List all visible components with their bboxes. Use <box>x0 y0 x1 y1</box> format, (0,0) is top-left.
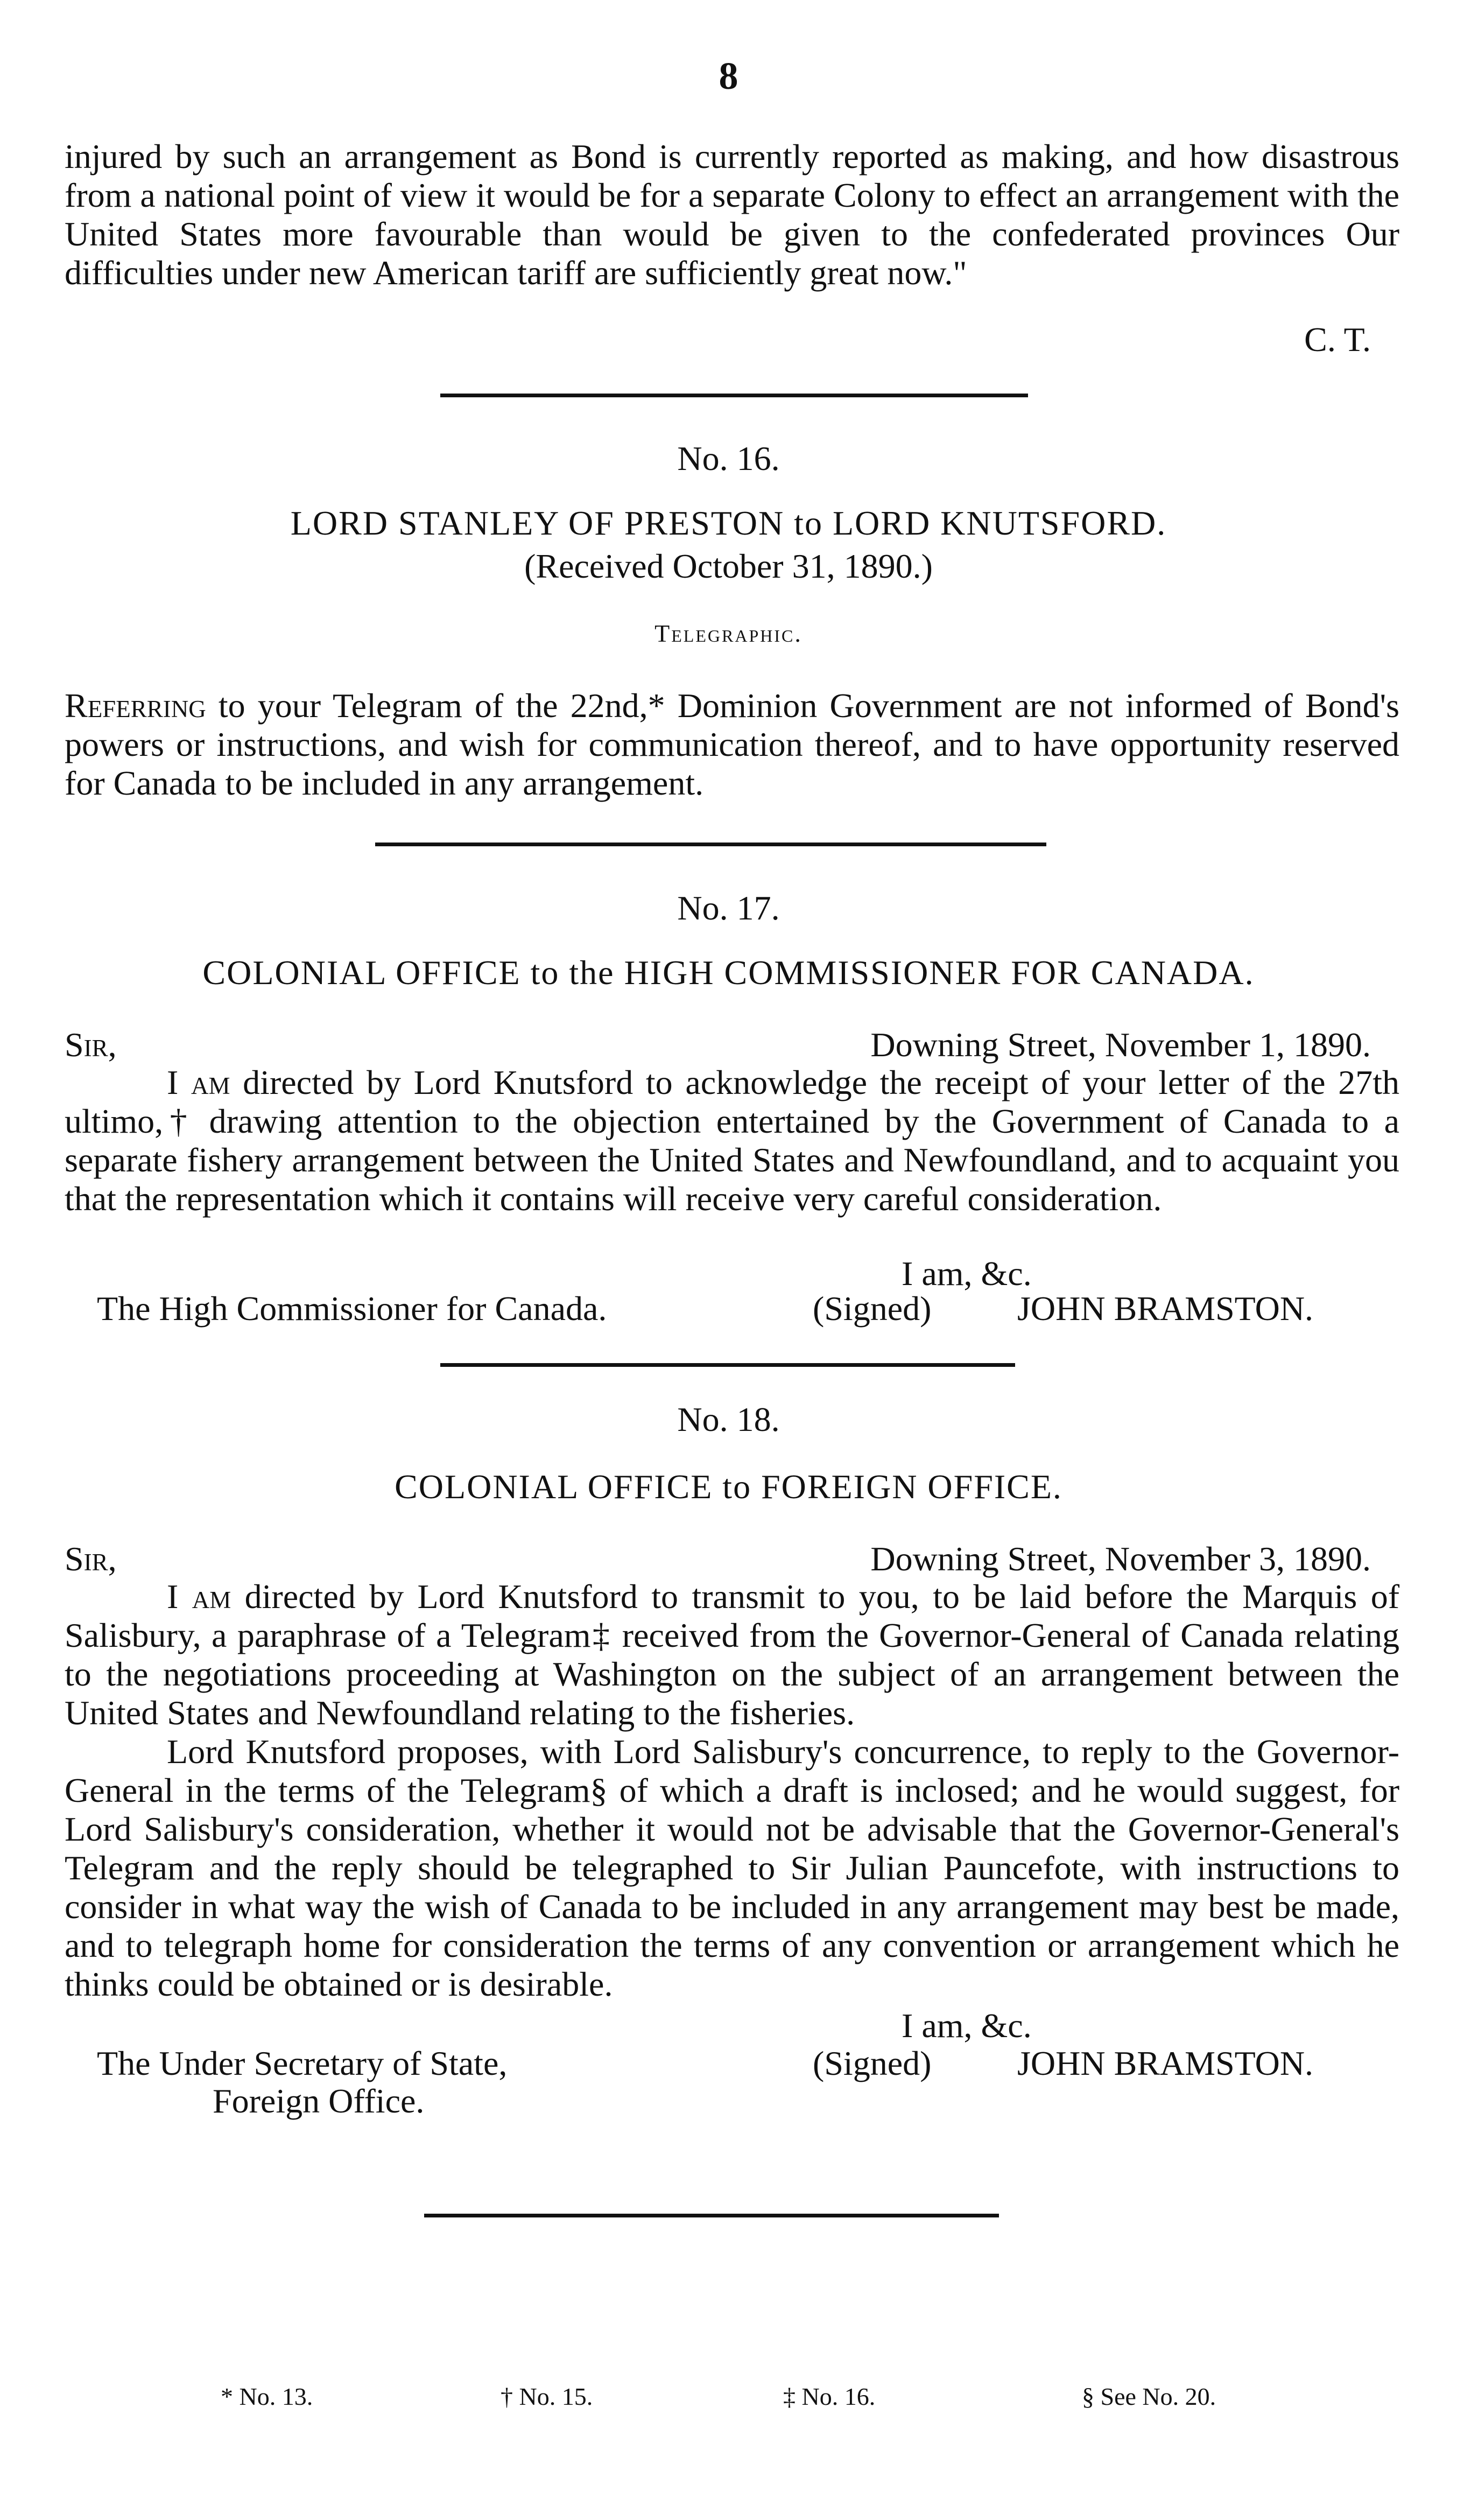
doc18-closing: I am, &c. <box>902 2006 1032 2045</box>
doc16-title: LORD STANLEY OF PRESTON to LORD KNUTSFORD. <box>290 504 1167 542</box>
doc17-salutation: Sir, <box>65 1026 117 1064</box>
doc18-signed: (Signed) <box>813 2044 932 2082</box>
doc18-body-1 <box>65 1577 1399 1732</box>
doc16-type: Telegraphic. <box>654 620 803 647</box>
section-divider <box>440 394 1028 397</box>
doc17-body <box>65 1063 1399 1218</box>
doc18-text-1: directed by Lord Knutsford to transmit to you, to be laid before the Marquis of Salisbury, a paraphrase of a Telegram‡ received from the Governor-General of Canada relating to the negotiations proceeding at Washington on the subject of an arrangement between the United States and Newfoundland relating to the fisheries. <box>65 1577 1400 1732</box>
doc16-text: to your Telegram of the 22nd,* Dominion Government are not informed of Bond's powers or instructions, and wish for communication thereof, and to have opportunity reserved for Canada to be included in any arrangement. <box>65 686 1399 802</box>
doc17-addressee: The High Commissioner for Canada. <box>97 1289 607 1328</box>
doc16-number: No. 16. <box>677 439 780 478</box>
doc16-body <box>65 686 1399 803</box>
doc17-text: directed by Lord Knutsford to acknowledge the receipt of your letter of the 27th ultimo,† drawing attention to the objection entertained by the Government of Canada to a separate fishery arrangement between the United States and Newfoundland, and to acquaint you that the representation which it contains will receive very careful consideration. <box>65 1063 1399 1218</box>
footnote: † No. 15. <box>501 2383 593 2410</box>
page-number: 8 <box>719 54 738 97</box>
doc18-signatory: JOHN BRAMSTON. <box>1017 2044 1314 2082</box>
doc18-lead: I am <box>167 1577 231 1616</box>
doc18-title: COLONIAL OFFICE to FOREIGN OFFICE. <box>395 1468 1062 1506</box>
section-divider <box>375 843 1046 846</box>
doc17-lead: I am <box>167 1063 230 1101</box>
doc18-dateline: Downing Street, November 3, 1890. <box>870 1540 1371 1578</box>
footnote: * No. 13. <box>221 2383 313 2410</box>
doc16-received: (Received October 31, 1890.) <box>524 547 933 585</box>
section-divider <box>440 1363 1015 1367</box>
doc17-title: COLONIAL OFFICE to the HIGH COMMISSIONER FOR CANADA. <box>202 953 1255 992</box>
doc18-addressee-line-1: The Under Secretary of State, <box>97 2044 508 2082</box>
doc16-lead: Referring <box>65 686 206 725</box>
doc18-salutation: Sir, <box>65 1540 117 1578</box>
footnote: ‡ No. 16. <box>783 2383 876 2410</box>
section-divider <box>424 2214 999 2217</box>
doc18-number: No. 18. <box>677 1400 780 1438</box>
doc17-signatory: JOHN BRAMSTON. <box>1017 1289 1314 1328</box>
continuation-signoff: C. T. <box>1304 320 1371 359</box>
doc17-closing: I am, &c. <box>902 1254 1032 1293</box>
doc17-dateline: Downing Street, November 1, 1890. <box>870 1026 1371 1064</box>
doc17-number: No. 17. <box>677 889 780 927</box>
doc18-body-2: Lord Knutsford proposes, with Lord Salisbury's concurrence, to reply to the Governor-General in the terms of the Telegram§ of which a draft is inclosed; and he would suggest, for Lord Salisbury's consideration, whether it would not be advisable that the Governor-General's Telegram and the reply should be telegraphed to Sir Julian Pauncefote, with instructions to consider in what way the wish of Canada to be included in any arrangement may best be made, and to telegraph home for consideration the terms of any convention or arrangement which he thinks could be obtained or is desirable. <box>65 1732 1399 2003</box>
doc18-addressee-line-2: Foreign Office. <box>213 2082 425 2120</box>
footnote: § See No. 20. <box>1082 2383 1216 2410</box>
doc17-signed: (Signed) <box>813 1289 932 1328</box>
continuation-paragraph: injured by such an arrangement as Bond is currently reported as making, and how disastrous from a national point of view it would be for a separate Colony to effect an arrangement with the United States more favourable than would be given to the confederated provinces Our difficulties under new American tariff are sufficiently great now." <box>65 137 1399 292</box>
